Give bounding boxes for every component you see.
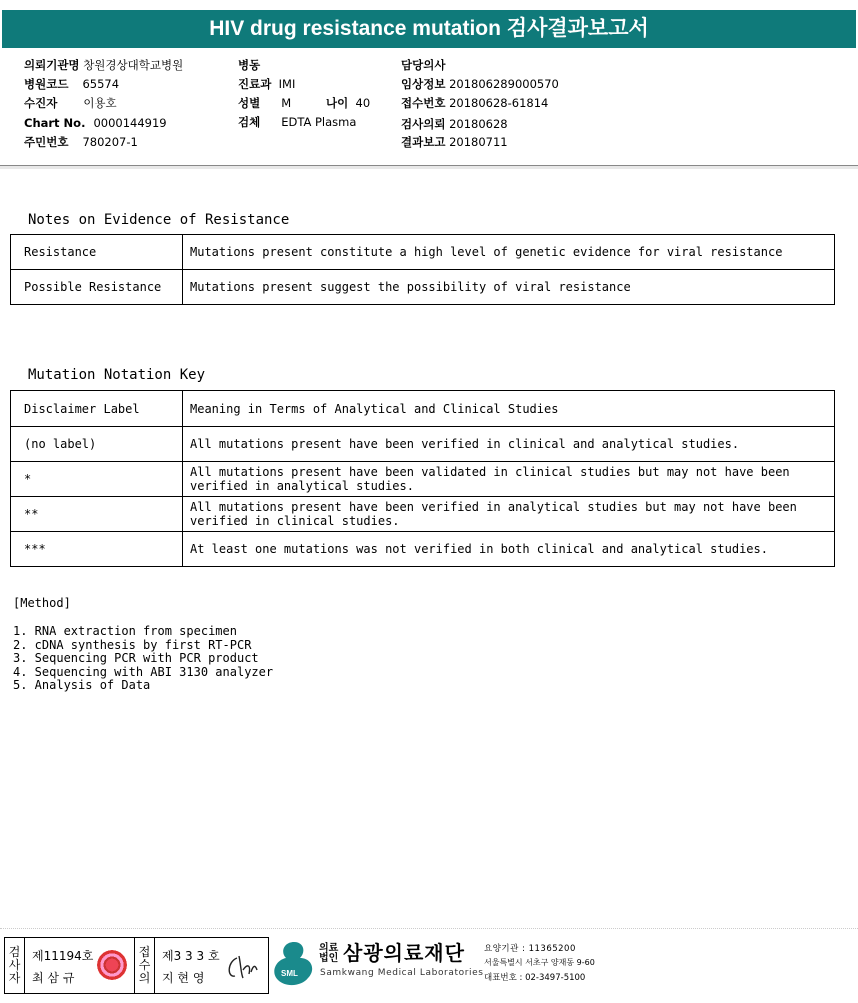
examiner-seal-icon bbox=[97, 950, 127, 980]
method-step: 1. RNA extraction from specimen bbox=[13, 624, 237, 638]
key-text: All mutations present have been validated in clinical studies but may not have been verified in analytical studies. bbox=[183, 462, 835, 497]
method-step: 2. cDNA synthesis by first RT-PCR bbox=[13, 637, 252, 652]
org-code: 요양기관 : 11365200 bbox=[484, 944, 576, 954]
method-title: [Method] bbox=[13, 596, 71, 610]
examiner-name: 최 삼 규 bbox=[32, 971, 75, 985]
header-row: 결과보고 20180711 bbox=[401, 135, 508, 149]
reviewer-name: 지 현 영 bbox=[162, 971, 205, 985]
footer-divider bbox=[0, 928, 858, 929]
key-text: At least one mutations was not verified in both clinical and analytical studies. bbox=[183, 532, 835, 567]
table-row bbox=[11, 462, 835, 497]
logo-text: SML bbox=[281, 969, 298, 978]
sml-logo-icon bbox=[272, 940, 316, 988]
table-row bbox=[11, 497, 835, 532]
method-step: 5. Analysis of Data bbox=[13, 678, 151, 692]
key-text: All mutations present have been verified in clinical and analytical studies. bbox=[183, 427, 835, 462]
table-row bbox=[11, 391, 835, 427]
report-title: HIV drug resistance mutation 검사결과보고서 bbox=[2, 10, 856, 48]
method-step: 3. Sequencing PCR with PCR product bbox=[13, 651, 259, 665]
table-row bbox=[11, 235, 835, 270]
header-row: 담당의사 bbox=[401, 58, 446, 72]
header-row: 주민번호 780207-1 bbox=[24, 135, 138, 149]
examiner-label: 검 사 자 bbox=[5, 938, 25, 993]
header-row: 검사의뢰 20180628 bbox=[401, 117, 508, 131]
header-row: 검체 EDTA Plasma bbox=[238, 115, 357, 129]
notes-text: Mutations present constitute a high level of genetic evidence for viral resistance bbox=[183, 235, 835, 270]
table-row bbox=[11, 532, 835, 567]
table-row bbox=[11, 270, 835, 305]
signature-icon bbox=[225, 952, 261, 982]
reviewer-license: 제3 3 3 호 bbox=[162, 949, 220, 963]
key-label: (no label) bbox=[11, 427, 183, 462]
org-prefix: 의료법인 bbox=[319, 943, 339, 964]
key-text: Meaning in Terms of Analytical and Clinical Studies bbox=[183, 391, 835, 427]
notes-label: Possible Resistance bbox=[11, 270, 183, 305]
key-label: Disclaimer Label bbox=[11, 391, 183, 427]
header-row: 임상정보 201806289000570 bbox=[401, 77, 559, 91]
header-row: 의뢰기관명 창원경상대학교병원 bbox=[24, 58, 184, 72]
key-table bbox=[10, 390, 835, 567]
notes-title: Notes on Evidence of Resistance bbox=[28, 212, 290, 228]
org-name: 삼광의료재단 bbox=[343, 941, 465, 965]
header-row: 성별 M bbox=[238, 96, 292, 110]
notes-table bbox=[10, 234, 835, 305]
org-phone: 대표번호 : 02-3497-5100 bbox=[484, 973, 586, 983]
key-label: *** bbox=[11, 532, 183, 567]
notes-label: Resistance bbox=[11, 235, 183, 270]
header-row: 병원코드 65574 bbox=[24, 77, 120, 91]
header-age: 나이 40 bbox=[326, 96, 371, 110]
table-row bbox=[11, 427, 835, 462]
header-row: 병동 bbox=[238, 58, 261, 72]
header-row: 진료과 IMI bbox=[238, 77, 296, 91]
key-title: Mutation Notation Key bbox=[28, 367, 206, 383]
header-row: 접수번호 20180628-61814 bbox=[401, 96, 549, 110]
method-step: 4. Sequencing with ABI 3130 analyzer bbox=[13, 664, 274, 679]
reviewer-label: 접 수 의 bbox=[134, 938, 155, 993]
key-label: * bbox=[11, 462, 183, 497]
org-address: 서울특별시 서초구 양재동 9-60 bbox=[484, 958, 595, 967]
org-english-name: Samkwang Medical Laboratories bbox=[320, 968, 484, 978]
key-text: All mutations present have been verified in analytical studies but may not have been verified in clinical studies. bbox=[183, 497, 835, 532]
key-label: ** bbox=[11, 497, 183, 532]
header-row: 수진자 이용호 bbox=[24, 96, 117, 110]
header-row: Chart No. 0000144919 bbox=[24, 116, 167, 130]
signature-box bbox=[4, 937, 269, 994]
header-shadow bbox=[0, 166, 858, 169]
notes-text: Mutations present suggest the possibility of viral resistance bbox=[183, 270, 835, 305]
examiner-license: 제11194호 bbox=[32, 949, 94, 963]
